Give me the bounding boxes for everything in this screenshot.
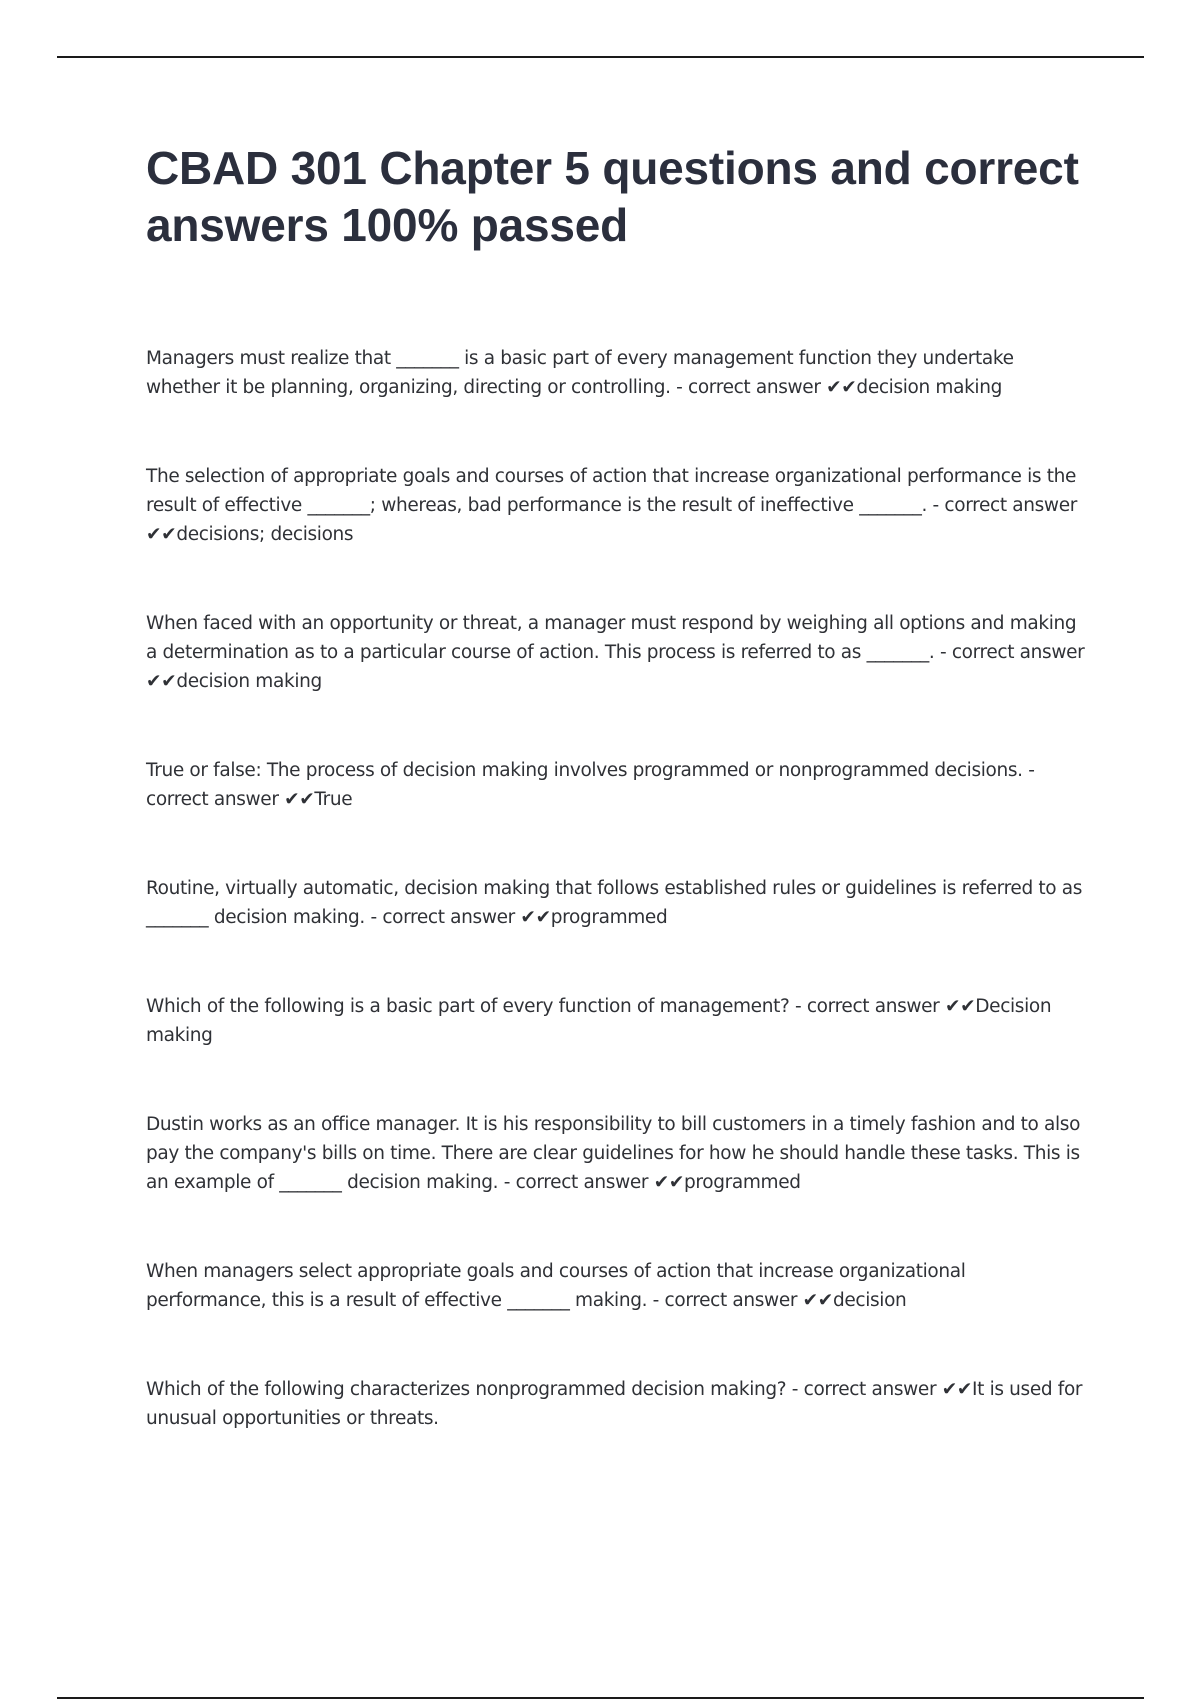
question-text: Dustin works as an office manager. It is his responsibility to bill customers in a timely fashion and to also pay the company's bills on time. There are clear guidelines for how he should handle these tasks. This is an example of _______ decision making.: [146, 1114, 1081, 1193]
answer-text: It is used for unusual opportunities or threats.: [146, 1379, 1083, 1429]
answer-text: programmed: [684, 1172, 801, 1193]
qa-item: [146, 756, 1091, 814]
answer-text: decision making: [856, 377, 1002, 398]
qa-item: [146, 462, 1091, 549]
question-text: When managers select appropriate goals and courses of action that increase organizational performance, this is a result of effective _______ making.: [146, 1261, 966, 1311]
question-text: When faced with an opportunity or threat, a manager must respond by weighing all options and making a determination as to a particular course of action. This process is referred to as _______.: [146, 613, 1077, 663]
answer-separator: - correct answer ✔✔: [364, 907, 551, 928]
answer-separator: - correct answer ✔✔: [647, 1290, 833, 1311]
qa-item: [146, 344, 1091, 402]
answer-separator: - correct answer ✔✔: [146, 642, 1085, 692]
answer-separator: - correct answer ✔✔: [498, 1172, 684, 1193]
top-rule: [57, 56, 1144, 58]
answer-text: Decision making: [146, 996, 1052, 1046]
qa-item: [146, 874, 1091, 932]
answer-separator: - correct answer ✔✔: [786, 1379, 973, 1400]
question-text: The selection of appropriate goals and courses of action that increase organizational performance is the result of effective _______; whereas, bad performance is the result of ineffective _______.: [146, 466, 1077, 516]
answer-text: decisions; decisions: [176, 524, 354, 545]
question-text: Which of the following characterizes nonprogrammed decision making?: [146, 1379, 787, 1400]
answer-text: True: [314, 789, 353, 810]
question-text: Managers must realize that _______ is a basic part of every management function they undertake whether it be planning, organizing, directing or controlling.: [146, 348, 1014, 398]
qa-item: [146, 609, 1091, 696]
question-text: Routine, virtually automatic, decision making that follows established rules or guidelines is referred to as _______ decision making.: [146, 878, 1083, 928]
qa-item: [146, 992, 1091, 1050]
question-text: True or false: The process of decision making involves programmed or nonprogrammed decisions.: [146, 760, 1023, 781]
document-title: CBAD 301 Chapter 5 questions and correct answers 100% passed: [146, 142, 1079, 251]
answer-text: decision: [832, 1290, 907, 1311]
answer-separator: - correct answer ✔✔: [146, 495, 1077, 545]
qa-item: [146, 1257, 1091, 1315]
document-body: [146, 140, 1091, 1493]
answer-separator: - correct answer ✔✔: [670, 377, 857, 398]
answer-separator: - correct answer ✔✔: [146, 760, 1035, 810]
bottom-rule: [57, 1697, 1144, 1699]
answer-text: decision making: [176, 671, 322, 692]
answer-separator: - correct answer ✔✔: [789, 996, 976, 1017]
qa-list: [146, 344, 1091, 1433]
qa-item: [146, 1375, 1091, 1433]
question-text: Which of the following is a basic part of every function of management?: [146, 996, 790, 1017]
answer-text: programmed: [550, 907, 668, 928]
qa-item: [146, 1110, 1091, 1197]
